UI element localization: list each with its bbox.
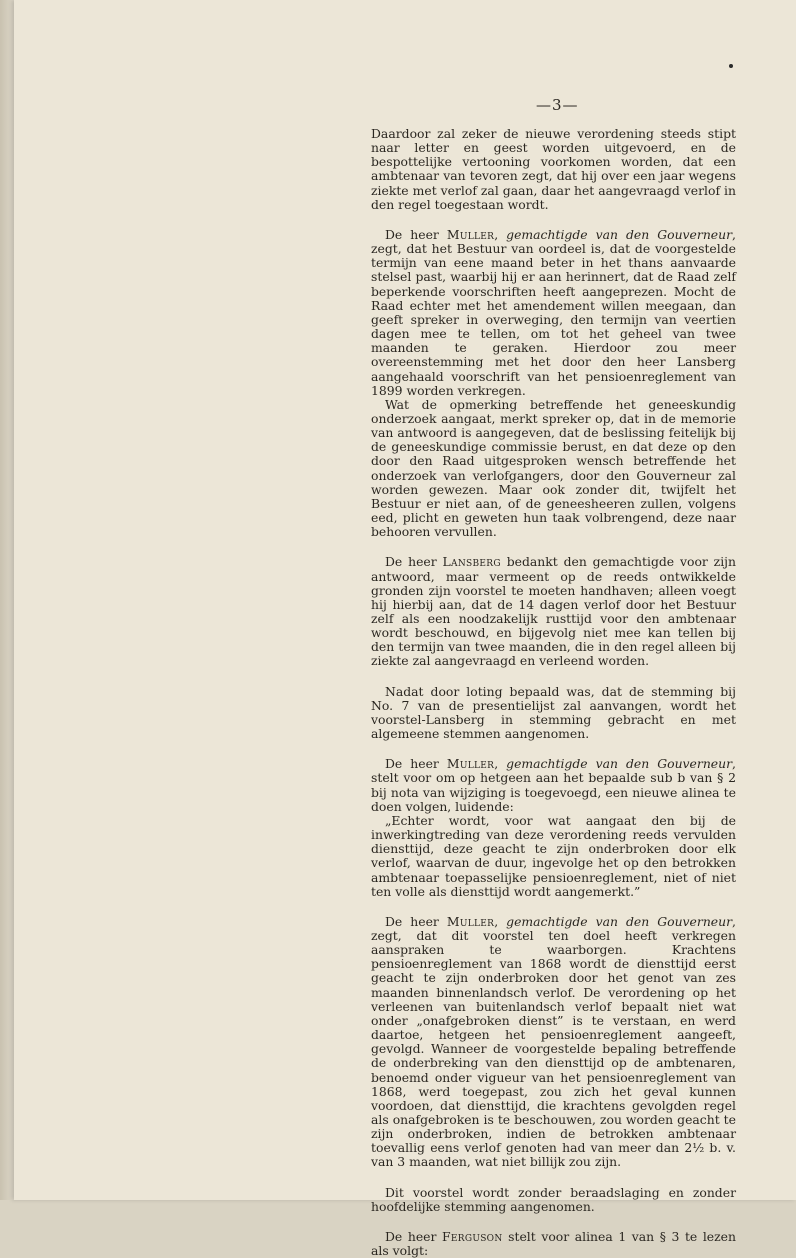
body-text bbox=[371, 127, 736, 1258]
paragraph-8: De heer Muller, gemachtigde van den Gouverneur, zegt, dat dit voorstel ten doel heeft verkregen aanspraken te waarborgen. Krachtens pensioenreglement van 1868 wordt de diensttijd eerst geacht te zijn onderbroken door het genot van zes maanden binnenlandsch verlof. De verordening op het verleenen van buitenlandsch verlof bepaalt niet wat onder „onafgebroken dienst” is te verstaan, en werd daartoe, hetgeen het pensioenreglement aangeeft, gevolgd. Wanneer de voorgestelde bepaling betreffende de onderbreking van den diensttijd op de ambtenaren, benoemd onder vigueur van het pensioenreglement van 1868, werd toegepast, zou zich het geval kunnen voordoen, dat diensttijd, die krachtens gevolgden regel als onafgebroken is te beschouwen, zou worden geacht te zijn onderbroken, indien de betrokken ambtenaar toevallig eens verlof genoten had van meer dan 2½ b. v. van 3 maanden, wat niet billijk zou zijn. bbox=[371, 913, 736, 1170]
paragraph-text: Daardoor zal zeker de nieuwe verordening steeds stipt naar letter en geest worden uitgevoerd, en de bespottelijke vertooning voorkomen worden, dat een ambtenaar van tevoren zegt, dat hij over een jaar wegens ziekte met verlof zal gaan, daar het aangevraagd verlof in den regel toegestaan wordt. bbox=[371, 126, 736, 212]
speaker-name: Muller bbox=[446, 913, 495, 929]
paragraph-text: stelt voor alinea 1 van § 3 te lezen als volgt: bbox=[371, 1228, 736, 1258]
paragraph-1 bbox=[371, 127, 736, 212]
paragraph-10 bbox=[371, 1230, 736, 1258]
paragraph-text: Nadat door loting bepaald was, dat de stemming bij No. 7 van de presentielijst zal aanvangen, wordt het voorstel-Lansberg in stemming gebracht en met algemeene stemmen aangenomen. bbox=[371, 683, 736, 742]
paragraph-lead: De heer bbox=[385, 1228, 442, 1244]
paragraph-3 bbox=[371, 398, 736, 540]
paragraph-lead: De heer bbox=[385, 226, 447, 242]
paragraph-4 bbox=[371, 555, 736, 668]
speaker-name: Ferguson bbox=[442, 1228, 503, 1244]
quoted-amendment: „Echter wordt, voor wat aangaat den bij de inwerkingtreding van deze verordening reeds vervulden diensttijd, deze geacht te zijn onderbroken door elk verlof, waarvan de duur, ingevolge het op den betrokken ambtenaar toepasselijke pensioenreglement, niet of niet ten volle als diensttijd wordt aangemerkt.” bbox=[371, 812, 736, 899]
paragraph-5 bbox=[371, 685, 736, 742]
paragraph-lead: De heer bbox=[385, 913, 447, 929]
book-spine-edge bbox=[0, 0, 14, 1200]
paragraph-text: Dit voorstel wordt zonder beraadslaging en zonder hoofdelijke stemming aangenomen. bbox=[371, 1184, 736, 1214]
paragraph-text: zegt, dat dit voorstel ten doel heeft verkregen aanspraken te waarborgen. Krachtens pensioenreglement van 1868 wordt de diensttijd eerst geacht te zijn onderbroken door het genot van zes maanden binnenlandsch verlof. De verordening op het verleenen van buitenlandsch verlof bepaalt niet wat onder „onafgebroken dienst” is te verstaan, en werd daartoe, hetgeen het pensioenreglement aangeeft, gevolgd. Wanneer de voorgestelde bepaling betreffende de onderbreking van den diensttijd op de ambtenaren, benoemd onder vigueur van het pensioenreglement van 1868, werd toegepast, zou zich het geval kunnen voordoen, dat diensttijd, die krachtens gevolgden regel als onafgebroken is te beschouwen, zou worden geacht te zijn onderbroken, indien de betrokken ambtenaar toevallig eens verlof genoten had van meer dan 2½ b. v. van 3 maanden, wat niet billijk zou zijn. bbox=[371, 927, 736, 1170]
paragraph-text: zegt, dat het Bestuur van oordeel is, dat de voorgestelde termijn van eene maand beter in het thans aanvaarde stelsel past, waarbij hij er aan herinnert, dat de Raad zelf beperkende voorschriften heeft aangeprezen. Mocht de Raad echter met het amendement willen meegaan, dan geeft spreker in overweging, den termijn van veertien dagen mee te tellen, om tot het geheel van twee maanden te geraken. Hierdoor zou meer overeenstemming met het door den heer Lansberg aangehaald voorschrift van het pensioenreglement van 1899 worden verkregen. bbox=[371, 241, 736, 398]
paragraph-quote bbox=[371, 814, 736, 899]
speaker-role: gemachtigde van den Gouverneur bbox=[506, 913, 733, 929]
paragraph-text: bedankt den gemachtigde voor zijn antwoord, maar vermeent op de reeds ontwikkelde gronden zijn voorstel te moeten handhaven; alleen voegt hij hierbij aan, dat de 14 dagen verlof door het Bestuur zelf als een noodzakelijk rusttijd voor den ambtenaar wordt beschouwd, en bijgevolg niet mee kan tellen bij den termijn van twee maanden, die in den regel alleen bij ziekte zal aangevraagd en verleend worden. bbox=[371, 554, 736, 669]
speaker-role: gemachtigde van den Gouverneur bbox=[506, 756, 733, 772]
paragraph-lead: De heer bbox=[385, 756, 447, 772]
speaker-name: Lansberg bbox=[442, 554, 501, 570]
speaker-role: gemachtigde van den Gouverneur bbox=[506, 226, 733, 242]
speaker-name: Muller bbox=[446, 756, 495, 772]
paragraph-text: stelt voor om op hetgeen aan het bepaalde sub b van § 2 bij nota van wijziging is toegevoegd, een nieuwe alinea te doen volgen, luidende: bbox=[371, 770, 736, 814]
paragraph-lead: De heer bbox=[385, 554, 443, 570]
paragraph-6: De heer Muller, gemachtigde van den Gouverneur, stelt voor om op hetgeen aan het bepaalde sub b van § 2 bij nota van wijziging is toegevoegd, een nieuwe alinea te doen volgen, luidende: bbox=[371, 756, 736, 814]
ink-dot bbox=[729, 64, 733, 68]
paragraph-text: Wat de opmerking betreffende het geneeskundig onderzoek aangaat, merkt spreker op, dat in de memorie van antwoord is aangegeven, dat de beslissing feitelijk bij de geneeskundige commissie berust, en dat deze op den door den Raad uitgesproken wensch betreffende het onderzoek van verlofgangers, door den Gouverneur zal worden gewezen. Maar ook zonder dit, twijfelt het Bestuur er niet aan, of de geneesheeren zullen, volgens eed, plicht en geweten hun taak volbrengend, deze naar behooren vervullen. bbox=[371, 396, 736, 540]
speaker-name: Muller bbox=[446, 226, 495, 242]
page-number: —3— bbox=[536, 96, 579, 114]
paragraph-2: De heer Muller, gemachtigde van den Gouverneur, zegt, dat het Bestuur van oordeel is, dat de voorgestelde termijn van eene maand beter in het thans aanvaarde stelsel past, waarbij hij er aan herinnert, dat de Raad zelf beperkende voorschriften heeft aangeprezen. Mocht de Raad echter met het amendement willen meegaan, dan geeft spreker in overweging, den termijn van veertien dagen mee te tellen, om tot het geheel van twee maanden te geraken. Hierdoor zou meer overeenstemming met het door den heer Lansberg aangehaald voorschrift van het pensioenreglement van 1899 worden verkregen. bbox=[371, 226, 736, 398]
